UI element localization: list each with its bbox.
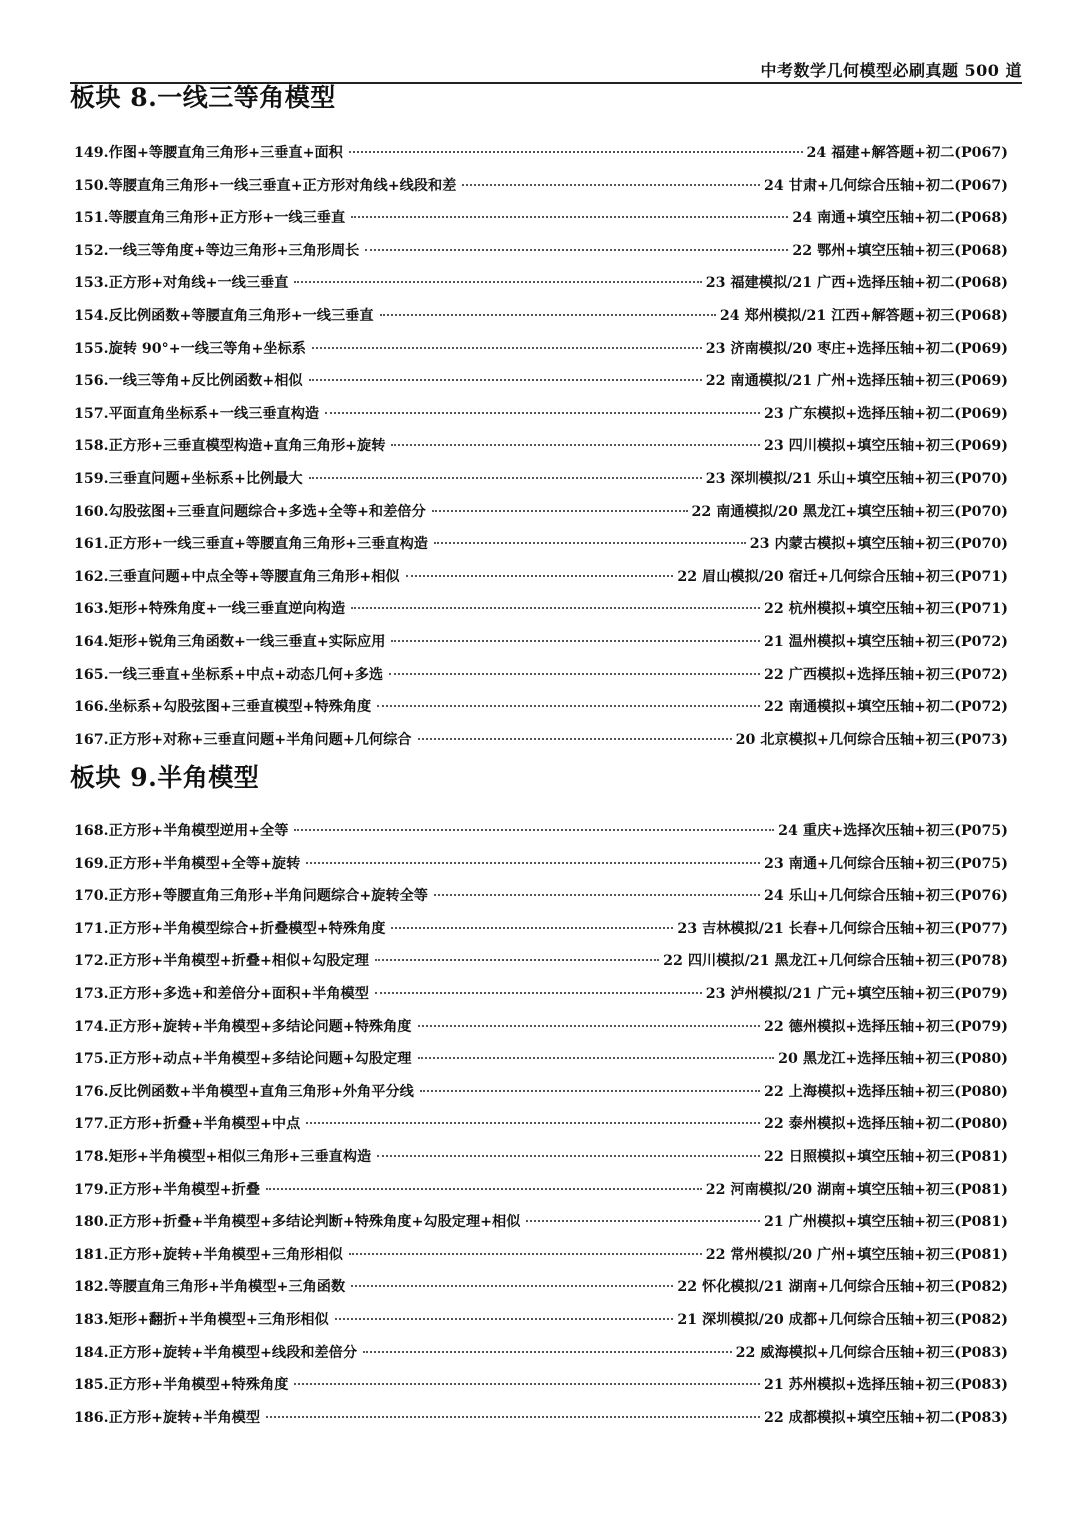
toc-entry-number: 161. bbox=[74, 536, 109, 553]
toc-entry[interactable] bbox=[74, 950, 1008, 983]
toc-entry-source: 23 泸州模拟/21 广元+填空压轴+初三(P079) bbox=[705, 985, 1008, 1002]
toc-entry-number: 154. bbox=[74, 307, 109, 324]
toc-entry-number: 152. bbox=[74, 242, 109, 259]
toc-entry[interactable] bbox=[74, 729, 1008, 762]
toc-entry[interactable] bbox=[74, 885, 1008, 918]
toc-entry-source: 22 威海模拟+几何综合压轴+初三(P083) bbox=[735, 1344, 1008, 1361]
toc-entry[interactable] bbox=[74, 1309, 1008, 1342]
toc-entry-topic: 矩形+锐角三角函数+一线三垂直+实际应用 bbox=[108, 633, 386, 650]
toc-entry-topic: 一线三等角+反比例函数+相似 bbox=[108, 373, 303, 390]
dot-leader bbox=[418, 1057, 775, 1059]
toc-entry-number: 176. bbox=[74, 1083, 109, 1100]
toc-entry-number: 178. bbox=[74, 1148, 109, 1165]
toc-entry-number: 173. bbox=[74, 985, 109, 1002]
toc-entry-source: 23 吉林模拟/21 长春+几何综合压轴+初三(P077) bbox=[677, 920, 1008, 937]
toc-entry[interactable] bbox=[74, 175, 1008, 208]
toc-entry-source: 21 深圳模拟/20 成都+几何综合压轴+初三(P082) bbox=[677, 1311, 1008, 1328]
toc-entry[interactable] bbox=[74, 696, 1008, 729]
toc-entry[interactable] bbox=[74, 403, 1008, 436]
toc-entry-number: 164. bbox=[74, 633, 109, 650]
toc-entry-topic: 正方形+旋转+半角模型+三角形相似 bbox=[108, 1246, 343, 1263]
toc-entry-topic: 正方形+半角模型+折叠+相似+勾股定理 bbox=[108, 953, 369, 970]
toc-entry-source: 24 福建+解答题+初二(P067) bbox=[806, 145, 1008, 161]
toc-entry-topic: 勾股弦图+三垂直问题综合+多选+全等+和差倍分 bbox=[108, 503, 426, 520]
dot-leader bbox=[266, 1188, 702, 1190]
running-title: 中考数学几何模型必刷真题 500 道 bbox=[760, 61, 1022, 80]
toc-entry-source: 23 广东模拟+选择压轴+初二(P069) bbox=[763, 405, 1008, 422]
dot-leader bbox=[406, 575, 674, 577]
toc-entry[interactable] bbox=[74, 1016, 1008, 1049]
toc-entry-source: 20 黑龙江+选择压轴+初三(P080) bbox=[778, 1051, 1008, 1068]
section-title-9: 板块 9.半角模型 bbox=[70, 763, 260, 792]
toc-entry-topic: 等腰直角三角形+半角模型+三角函数 bbox=[108, 1279, 346, 1296]
toc-entry[interactable] bbox=[74, 1276, 1008, 1309]
dot-leader bbox=[335, 1318, 674, 1320]
dot-leader bbox=[380, 314, 716, 316]
toc-entry[interactable] bbox=[74, 305, 1008, 338]
toc-entry-number: 158. bbox=[74, 438, 109, 455]
dot-leader bbox=[365, 249, 788, 251]
toc-entry-topic: 等腰直角三角形+一线三垂直+正方形对角线+线段和差 bbox=[108, 177, 457, 194]
dot-leader bbox=[434, 894, 760, 896]
toc-entry-topic: 正方形+三垂直模型构造+直角三角形+旋转 bbox=[108, 438, 386, 455]
toc-entry-number: 163. bbox=[74, 601, 109, 618]
toc-entry-topic: 一线三等角度+等边三角形+三角形周长 bbox=[108, 242, 360, 259]
dot-leader bbox=[526, 1220, 760, 1222]
toc-entry-topic: 正方形+旋转+半角模型+多结论问题+特殊角度 bbox=[108, 1018, 412, 1035]
toc-entry[interactable] bbox=[74, 1244, 1008, 1277]
toc-entry-topic: 作图+等腰直角三角形+三垂直+面积 bbox=[108, 145, 343, 161]
toc-entry-source: 24 乐山+几何综合压轴+初三(P076) bbox=[763, 888, 1008, 905]
toc-entry-number: 184. bbox=[74, 1344, 109, 1361]
dot-leader bbox=[418, 1025, 760, 1027]
toc-entry[interactable] bbox=[74, 918, 1008, 951]
toc-entry-source: 22 南通模拟/21 广州+选择压轴+初三(P069) bbox=[705, 373, 1008, 390]
toc-entry[interactable] bbox=[74, 1146, 1008, 1179]
toc-entry-number: 156. bbox=[74, 373, 109, 390]
toc-entry-source: 21 苏州模拟+选择压轴+初三(P083) bbox=[763, 1377, 1008, 1394]
toc-entry-number: 182. bbox=[74, 1279, 109, 1296]
toc-entry-source: 23 济南模拟/20 枣庄+选择压轴+初二(P069) bbox=[705, 340, 1008, 357]
toc-entry-source: 23 内蒙古模拟+填空压轴+初三(P070) bbox=[749, 536, 1008, 553]
toc-entry[interactable] bbox=[74, 338, 1008, 371]
dot-leader bbox=[391, 640, 760, 642]
toc-entry[interactable] bbox=[74, 240, 1008, 273]
toc-entry[interactable] bbox=[74, 853, 1008, 886]
toc-list-section-9 bbox=[74, 820, 1008, 1439]
toc-entry-source: 24 重庆+选择次压轴+初三(P075) bbox=[778, 823, 1008, 839]
toc-entry-source: 22 南通模拟/20 黑龙江+填空压轴+初三(P070) bbox=[691, 503, 1008, 520]
dot-leader bbox=[420, 1090, 760, 1092]
dot-leader bbox=[309, 477, 702, 479]
toc-entry[interactable] bbox=[74, 1211, 1008, 1244]
dot-leader bbox=[351, 216, 788, 218]
toc-entry-number: 155. bbox=[74, 340, 109, 357]
toc-entry-number: 150. bbox=[74, 177, 109, 194]
toc-entry[interactable] bbox=[74, 598, 1008, 631]
dot-leader bbox=[309, 379, 702, 381]
toc-entry-source: 22 南通模拟+填空压轴+初二(P072) bbox=[763, 699, 1008, 716]
toc-entry-source: 23 南通+几何综合压轴+初三(P075) bbox=[763, 855, 1008, 872]
toc-entry-topic: 矩形+翻折+半角模型+三角形相似 bbox=[108, 1311, 329, 1328]
toc-entry[interactable] bbox=[74, 533, 1008, 566]
toc-entry-topic: 正方形+对角线+一线三垂直 bbox=[108, 275, 289, 292]
toc-entry-number: 179. bbox=[74, 1181, 109, 1198]
toc-entry-number: 172. bbox=[74, 953, 109, 970]
toc-entry-source: 21 广州模拟+填空压轴+初三(P081) bbox=[763, 1214, 1008, 1231]
toc-entry-source: 22 成都模拟+填空压轴+初二(P083) bbox=[763, 1409, 1008, 1426]
toc-entry-number: 183. bbox=[74, 1311, 109, 1328]
toc-entry[interactable] bbox=[74, 435, 1008, 468]
toc-entry-source: 22 日照模拟+填空压轴+初三(P081) bbox=[763, 1148, 1008, 1165]
toc-entry-topic: 三垂直问题+坐标系+比例最大 bbox=[108, 470, 303, 487]
toc-entry-number: 162. bbox=[74, 568, 109, 585]
toc-entry-source: 22 眉山模拟/20 宿迁+几何综合压轴+初三(P071) bbox=[677, 568, 1008, 585]
toc-entry-topic: 正方形+半角模型+折叠 bbox=[108, 1181, 261, 1198]
toc-entry-number: 170. bbox=[74, 888, 109, 905]
toc-entry[interactable] bbox=[74, 1342, 1008, 1375]
dot-leader bbox=[294, 829, 774, 831]
toc-entry-topic: 平面直角坐标系+一线三垂直构造 bbox=[108, 405, 320, 422]
section-title-8: 板块 8.一线三等角模型 bbox=[70, 83, 336, 112]
toc-entry-topic: 正方形+动点+半角模型+多结论问题+勾股定理 bbox=[108, 1051, 412, 1068]
toc-entry-number: 151. bbox=[74, 210, 109, 227]
toc-entry-number: 181. bbox=[74, 1246, 109, 1263]
toc-entry[interactable] bbox=[74, 1407, 1008, 1440]
toc-entry[interactable] bbox=[74, 1081, 1008, 1114]
toc-entry-source: 24 南通+填空压轴+初二(P068) bbox=[792, 210, 1008, 227]
toc-entry-topic: 正方形+等腰直角三角形+半角问题综合+旋转全等 bbox=[108, 888, 428, 905]
toc-list-section-8 bbox=[74, 142, 1008, 761]
toc-entry-topic: 正方形+半角模型+特殊角度 bbox=[108, 1377, 289, 1394]
toc-entry[interactable] bbox=[74, 1179, 1008, 1212]
dot-leader bbox=[375, 992, 702, 994]
dot-leader bbox=[377, 705, 760, 707]
toc-entry-number: 180. bbox=[74, 1214, 109, 1231]
toc-entry[interactable] bbox=[74, 1113, 1008, 1146]
toc-entry[interactable] bbox=[74, 142, 1008, 175]
toc-entry-source: 23 福建模拟/21 广西+选择压轴+初二(P068) bbox=[705, 275, 1008, 292]
toc-entry-topic: 正方形+多选+和差倍分+面积+半角模型 bbox=[108, 985, 369, 1002]
dot-leader bbox=[306, 862, 760, 864]
toc-entry-topic: 正方形+一线三垂直+等腰直角三角形+三垂直构造 bbox=[108, 536, 428, 553]
toc-entry-number: 165. bbox=[74, 666, 109, 683]
toc-entry-topic: 正方形+半角模型逆用+全等 bbox=[108, 823, 289, 839]
toc-entry-source: 20 北京模拟+几何综合压轴+初三(P073) bbox=[735, 731, 1008, 748]
dot-leader bbox=[266, 1416, 760, 1418]
toc-entry-topic: 矩形+半角模型+相似三角形+三垂直构造 bbox=[108, 1148, 372, 1165]
toc-entry[interactable] bbox=[74, 820, 1008, 853]
toc-entry-number: 160. bbox=[74, 503, 109, 520]
toc-entry-source: 22 上海模拟+选择压轴+初三(P080) bbox=[763, 1083, 1008, 1100]
toc-entry[interactable] bbox=[74, 1374, 1008, 1407]
toc-entry-source: 22 河南模拟/20 湖南+填空压轴+初三(P081) bbox=[705, 1181, 1008, 1198]
toc-entry[interactable] bbox=[74, 501, 1008, 534]
toc-entry-source: 22 广西模拟+选择压轴+初三(P072) bbox=[763, 666, 1008, 683]
dot-leader bbox=[389, 673, 760, 675]
toc-entry-topic: 正方形+旋转+半角模型 bbox=[108, 1409, 261, 1426]
toc-entry-number: 157. bbox=[74, 405, 109, 422]
toc-entry-source: 23 四川模拟+填空压轴+初三(P069) bbox=[763, 438, 1008, 455]
toc-entry-source: 22 怀化模拟/21 湖南+几何综合压轴+初三(P082) bbox=[677, 1279, 1008, 1296]
toc-entry[interactable] bbox=[74, 983, 1008, 1016]
toc-entry-number: 174. bbox=[74, 1018, 109, 1035]
toc-entry[interactable] bbox=[74, 631, 1008, 664]
toc-entry-topic: 矩形+特殊角度+一线三垂直逆向构造 bbox=[108, 601, 346, 618]
dot-leader bbox=[391, 927, 673, 929]
toc-entry[interactable] bbox=[74, 207, 1008, 240]
toc-entry-source: 22 鄂州+填空压轴+初三(P068) bbox=[792, 242, 1008, 259]
dot-leader bbox=[432, 510, 688, 512]
dot-leader bbox=[294, 1383, 760, 1385]
toc-entry-number: 175. bbox=[74, 1051, 109, 1068]
toc-entry-source: 23 深圳模拟/21 乐山+填空压轴+初三(P070) bbox=[705, 470, 1008, 487]
toc-entry[interactable] bbox=[74, 468, 1008, 501]
toc-entry-source: 24 郑州模拟/21 江西+解答题+初三(P068) bbox=[719, 307, 1008, 324]
toc-entry-topic: 反比例函数+半角模型+直角三角形+外角平分线 bbox=[108, 1083, 414, 1100]
toc-entry-topic: 正方形+对称+三垂直问题+半角问题+几何综合 bbox=[108, 731, 412, 748]
dot-leader bbox=[349, 1253, 702, 1255]
dot-leader bbox=[294, 281, 701, 283]
toc-entry-topic: 正方形+折叠+半角模型+中点 bbox=[108, 1116, 301, 1133]
toc-entry-number: 167. bbox=[74, 731, 109, 748]
toc-entry-number: 177. bbox=[74, 1116, 109, 1133]
toc-entry-topic: 三垂直问题+中点全等+等腰直角三角形+相似 bbox=[108, 568, 400, 585]
toc-entry-number: 149. bbox=[74, 145, 109, 161]
dot-leader bbox=[349, 151, 803, 153]
dot-leader bbox=[363, 1351, 732, 1353]
toc-entry-topic: 正方形+半角模型+全等+旋转 bbox=[108, 855, 301, 872]
toc-entry-number: 185. bbox=[74, 1377, 109, 1394]
toc-entry[interactable] bbox=[74, 1048, 1008, 1081]
dot-leader bbox=[418, 738, 732, 740]
toc-entry-source: 24 甘肃+几何综合压轴+初二(P067) bbox=[763, 177, 1008, 194]
toc-entry-topic: 等腰直角三角形+正方形+一线三垂直 bbox=[108, 210, 346, 227]
toc-entry[interactable] bbox=[74, 566, 1008, 599]
toc-entry[interactable] bbox=[74, 272, 1008, 305]
toc-entry-number: 186. bbox=[74, 1409, 109, 1426]
dot-leader bbox=[351, 1285, 673, 1287]
dot-leader bbox=[462, 184, 760, 186]
dot-leader bbox=[306, 1122, 760, 1124]
dot-leader bbox=[377, 1155, 760, 1157]
toc-entry-number: 171. bbox=[74, 920, 109, 937]
toc-entry-number: 168. bbox=[74, 823, 109, 839]
dot-leader bbox=[434, 542, 746, 544]
toc-entry-topic: 正方形+旋转+半角模型+线段和差倍分 bbox=[108, 1344, 358, 1361]
toc-entry[interactable] bbox=[74, 370, 1008, 403]
dot-leader bbox=[391, 444, 760, 446]
toc-entry-source: 22 四川模拟/21 黑龙江+几何综合压轴+初三(P078) bbox=[663, 953, 1008, 970]
dot-leader bbox=[312, 347, 702, 349]
toc-entry-source: 22 常州模拟/20 广州+填空压轴+初三(P081) bbox=[705, 1246, 1008, 1263]
toc-entry-source: 22 德州模拟+选择压轴+初三(P079) bbox=[763, 1018, 1008, 1035]
toc-entry-number: 153. bbox=[74, 275, 109, 292]
toc-entry-number: 166. bbox=[74, 699, 109, 716]
toc-entry-number: 159. bbox=[74, 470, 109, 487]
dot-leader bbox=[351, 607, 760, 609]
dot-leader bbox=[375, 959, 659, 961]
toc-entry-topic: 坐标系+勾股弦图+三垂直模型+特殊角度 bbox=[108, 699, 372, 716]
toc-entry-topic: 正方形+折叠+半角模型+多结论判断+特殊角度+勾股定理+相似 bbox=[108, 1214, 521, 1231]
toc-entry-topic: 正方形+半角模型综合+折叠模型+特殊角度 bbox=[108, 920, 386, 937]
toc-entry-topic: 反比例函数+等腰直角三角形+一线三垂直 bbox=[108, 307, 374, 324]
toc-entry-source: 22 杭州模拟+填空压轴+初三(P071) bbox=[763, 601, 1008, 618]
toc-entry-topic: 旋转 90°+一线三等角+坐标系 bbox=[108, 340, 306, 357]
toc-entry[interactable] bbox=[74, 664, 1008, 697]
toc-entry-source: 22 泰州模拟+选择压轴+初二(P080) bbox=[763, 1116, 1008, 1133]
toc-entry-source: 21 温州模拟+填空压轴+初三(P072) bbox=[763, 633, 1008, 650]
toc-entry-number: 169. bbox=[74, 855, 109, 872]
toc-entry-topic: 一线三垂直+坐标系+中点+动态几何+多选 bbox=[108, 666, 384, 683]
dot-leader bbox=[325, 412, 760, 414]
